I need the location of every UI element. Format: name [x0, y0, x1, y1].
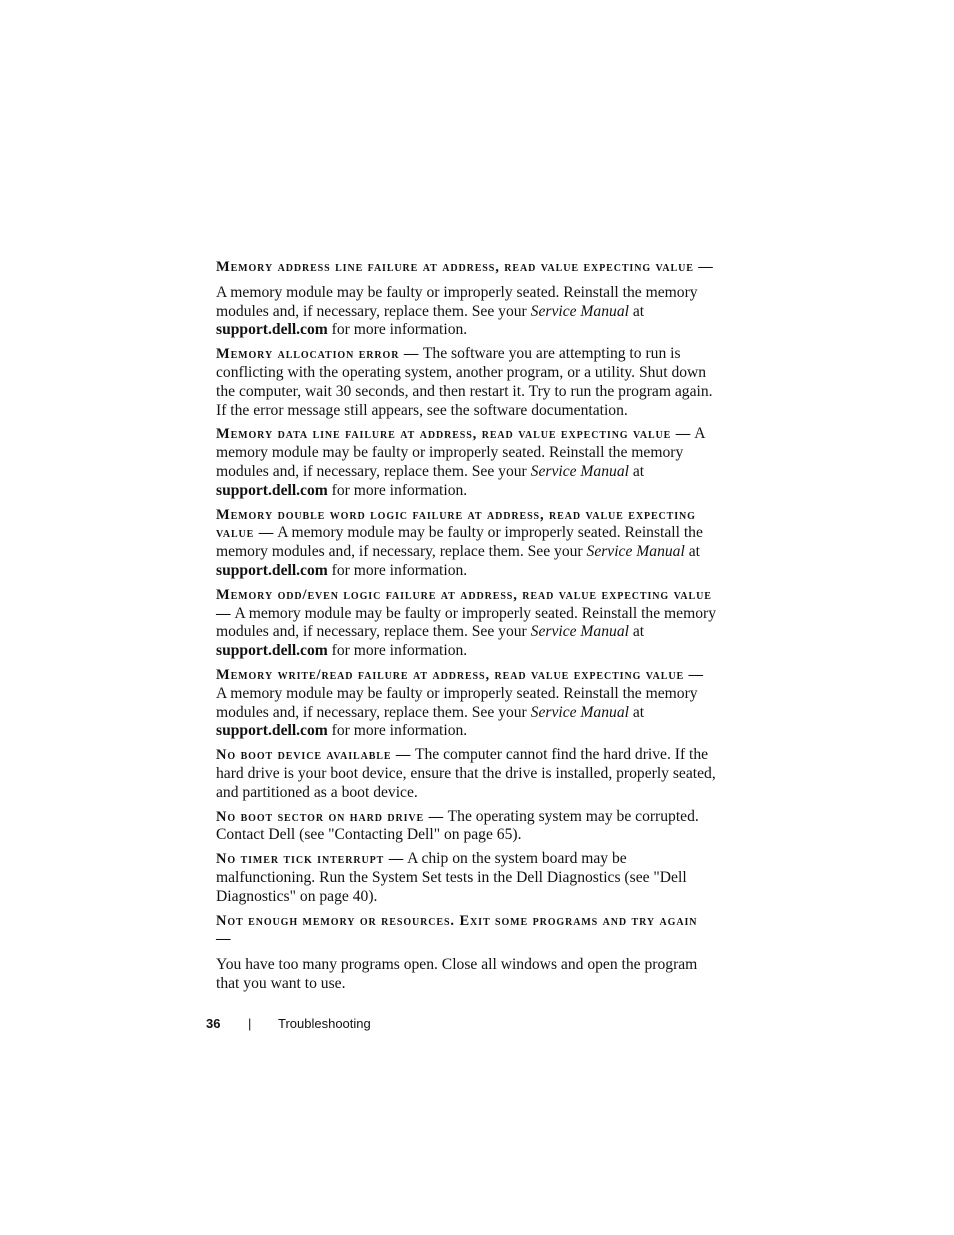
error-term: Memory double word logic failure at address, read value expecting value — [216, 506, 696, 542]
error-entry: Memory write/read failure at address, read value expecting value — A memory module may be faulty or improperly seated. Reinstall the memory modules and, if necessary, replace them. See your Service Manual at support.dell.com for more information. [216, 666, 704, 740]
support-url: support.dell.com [216, 481, 328, 499]
error-term: No timer tick interrupt — [216, 851, 405, 868]
error-entry: No boot device available — The computer cannot find the hard drive. If the hard drive is your boot device, ensure that the drive is installed, properly seated, and partitioned as a boot device. [216, 746, 716, 801]
entry-body: You have too many programs open. Close all windows and open the program that you want to use. [216, 956, 698, 992]
entry-heading [216, 258, 716, 277]
footer-separator: | [248, 1016, 252, 1031]
error-entry: Memory data line failure at address, read value expecting value — A memory module may be faulty or improperly seated. Reinstall the memory modules and, if necessary, replace them. See your Service Manual at support.dell.com for more information. [216, 425, 705, 499]
document-body [216, 258, 716, 999]
entry-body: A memory module may be faulty or improperly seated. Reinstall the memory modules and, if necessary, replace them. See your Service Manual at support.dell.com for more information. [216, 283, 698, 339]
error-entry: Memory double word logic failure at address, read value expecting value — A memory module may be faulty or improperly seated. Reinstall the memory modules and, if necessary, replace them. See your Service Manual at support.dell.com for more information. [216, 506, 703, 579]
error-entry: Memory allocation error — The software you are attempting to run is conflicting with the operating system, another program, or a utility. Shut down the computer, wait 30 seconds, and then restart it. Try to run the program again. If the error message still appears, see the software documentation. [216, 345, 713, 419]
error-term: No boot sector on hard drive — [216, 808, 445, 825]
error-entry: Memory odd/even logic failure at address, read value expecting value — A memory module may be faulty or improperly seated. Reinstall the memory modules and, if necessary, replace them. See your Service Manual at support.dell.com for more information. [216, 586, 717, 660]
error-term: Memory write/read failure at address, read value expecting value — [216, 666, 704, 683]
error-term: Memory odd/even logic failure at address, read value expecting value — [216, 586, 712, 622]
error-term: Memory allocation error — [216, 346, 420, 363]
support-url: support.dell.com [216, 722, 328, 740]
support-url: support.dell.com [216, 642, 328, 660]
service-manual-ref: Service Manual [586, 543, 685, 561]
service-manual-ref: Service Manual [530, 302, 629, 320]
error-term: Memory address line failure at address, read value expecting value — [216, 259, 714, 275]
support-url: support.dell.com [216, 321, 328, 339]
page-number: 36 [206, 1016, 221, 1031]
support-url: support.dell.com [216, 561, 328, 579]
section-title: Troubleshooting [278, 1016, 371, 1031]
service-manual-ref: Service Manual [530, 623, 629, 641]
error-term: Memory data line failure at address, read value expecting value — [216, 426, 692, 443]
service-manual-ref: Service Manual [530, 462, 629, 480]
error-term: Not enough memory or resources. Exit some programs and try again — [216, 912, 698, 948]
error-entry: No boot sector on hard drive — The operating system may be corrupted. Contact Dell (see "Contacting Dell" on page 65). [216, 807, 699, 844]
entry-heading [216, 912, 716, 950]
error-term: No boot device available — [216, 747, 412, 764]
service-manual-ref: Service Manual [530, 703, 629, 721]
error-entry: No timer tick interrupt — A chip on the system board may be malfunctioning. Run the System Set tests in the Dell Diagnostics (see "Dell Diagnostics" on page 40). [216, 850, 687, 905]
